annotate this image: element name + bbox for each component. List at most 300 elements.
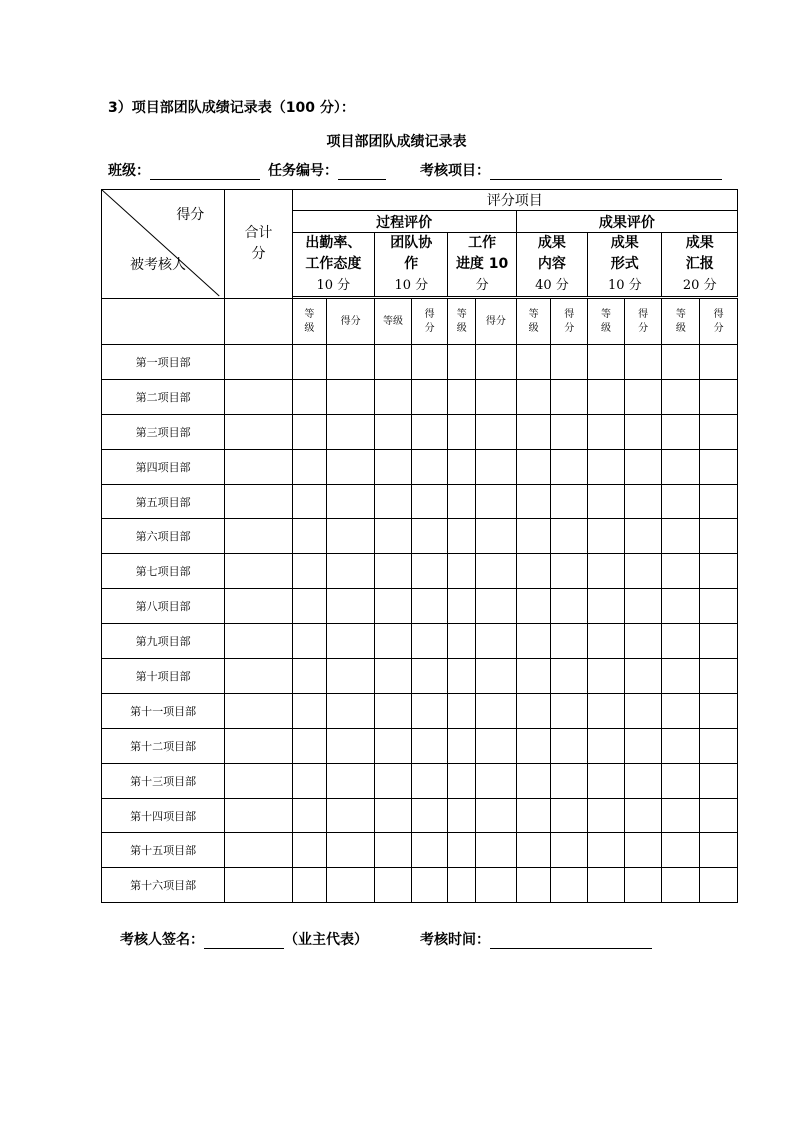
score-cell[interactable]	[624, 589, 662, 624]
score-cell[interactable]	[624, 833, 662, 868]
class-input-line[interactable]	[150, 163, 260, 180]
criterion-name-line2: 形式	[610, 256, 639, 272]
project-input-line[interactable]	[490, 163, 722, 180]
grade-cell[interactable]	[662, 379, 700, 414]
score-table	[101, 189, 738, 903]
score-cell[interactable]	[624, 868, 662, 903]
total-score-cell[interactable]	[225, 763, 292, 798]
grade-cell[interactable]	[375, 868, 412, 903]
score-cell[interactable]	[327, 589, 375, 624]
score-cell[interactable]	[411, 345, 448, 380]
total-score-cell[interactable]	[225, 728, 292, 763]
score-cell[interactable]	[411, 659, 448, 694]
grade-cell[interactable]	[588, 763, 625, 798]
score-char-1: 得	[564, 308, 575, 320]
score-cell[interactable]	[411, 379, 448, 414]
task-field	[268, 160, 386, 180]
grade-cell[interactable]	[292, 763, 327, 798]
grade-subheader	[375, 299, 412, 345]
grade-cell[interactable]	[662, 484, 700, 519]
grade-cell[interactable]	[448, 798, 476, 833]
grade-cell[interactable]	[375, 449, 412, 484]
score-cell[interactable]	[551, 589, 588, 624]
grade-cell[interactable]	[292, 379, 327, 414]
grade-cell[interactable]	[662, 554, 700, 589]
score-cell[interactable]	[411, 833, 448, 868]
grade-subheader	[292, 299, 327, 345]
grade-cell[interactable]	[375, 379, 412, 414]
grade-cell[interactable]	[588, 519, 625, 554]
grade-char-2: 级	[304, 322, 315, 334]
score-cell[interactable]	[624, 693, 662, 728]
score-cell[interactable]	[624, 659, 662, 694]
empty-header-cell	[225, 299, 292, 345]
grade-cell[interactable]	[662, 693, 700, 728]
score-char-2: 分	[564, 322, 575, 334]
table-row	[102, 624, 738, 659]
grade-cell[interactable]	[588, 449, 625, 484]
score-cell[interactable]	[551, 345, 588, 380]
grade-char-2: 级	[528, 322, 539, 334]
project-dept-label: 第七项目部	[102, 554, 225, 589]
grade-subheader	[448, 299, 476, 345]
grade-cell[interactable]	[516, 624, 551, 659]
grade-char-1: 等	[528, 308, 539, 320]
grade-cell[interactable]	[448, 554, 476, 589]
corner-score-label: 得分	[176, 207, 205, 223]
score-cell[interactable]	[700, 833, 738, 868]
grade-cell[interactable]	[448, 449, 476, 484]
grade-subheader	[588, 299, 625, 345]
score-cell[interactable]	[476, 449, 517, 484]
criterion-points: 10 分	[394, 278, 429, 293]
score-cell[interactable]	[700, 414, 738, 449]
grade-cell[interactable]	[292, 624, 327, 659]
grade-cell[interactable]	[375, 345, 412, 380]
grade-cell[interactable]	[662, 728, 700, 763]
criterion-name-line1: 团队协	[390, 235, 433, 251]
grade-char-1: 等	[304, 308, 315, 320]
grade-char-2: 级	[456, 322, 467, 334]
grade-cell[interactable]	[662, 659, 700, 694]
grade-cell[interactable]	[516, 379, 551, 414]
score-cell[interactable]	[624, 519, 662, 554]
score-cell[interactable]	[411, 449, 448, 484]
grade-cell[interactable]	[375, 589, 412, 624]
grade-cell[interactable]	[516, 554, 551, 589]
score-subheader	[624, 299, 662, 345]
total-score-cell[interactable]	[225, 414, 292, 449]
score-cell[interactable]	[411, 414, 448, 449]
score-subheader	[700, 299, 738, 345]
score-cell[interactable]	[327, 484, 375, 519]
table-row	[102, 414, 738, 449]
result-eval-header: 成果评价	[516, 211, 737, 233]
task-number-label: 任务编号：	[268, 163, 338, 179]
score-cell[interactable]	[551, 798, 588, 833]
grade-cell[interactable]	[588, 868, 625, 903]
score-cell[interactable]	[411, 624, 448, 659]
total-score-cell[interactable]	[225, 484, 292, 519]
score-cell[interactable]	[700, 589, 738, 624]
grade-cell[interactable]	[375, 519, 412, 554]
section-heading: 3）项目部团队成绩记录表（100 分）：	[108, 100, 355, 116]
score-cell[interactable]	[700, 798, 738, 833]
grade-cell[interactable]	[662, 624, 700, 659]
grade-cell[interactable]	[516, 589, 551, 624]
grade-cell[interactable]	[516, 798, 551, 833]
grade-cell[interactable]	[375, 554, 412, 589]
score-cell[interactable]	[476, 519, 517, 554]
grade-cell[interactable]	[448, 868, 476, 903]
grade-cell[interactable]	[292, 659, 327, 694]
grade-cell[interactable]	[375, 624, 412, 659]
score-cell[interactable]	[700, 624, 738, 659]
table-row	[102, 345, 738, 380]
grade-cell[interactable]	[292, 833, 327, 868]
score-subheader	[327, 299, 375, 345]
grade-cell[interactable]	[292, 693, 327, 728]
score-cell[interactable]	[551, 728, 588, 763]
score-cell[interactable]	[411, 484, 448, 519]
grade-cell[interactable]	[448, 763, 476, 798]
score-cell[interactable]	[327, 449, 375, 484]
owner-rep-label: （业主代表）	[284, 932, 368, 948]
grade-char-2: 级	[675, 322, 686, 334]
grade-cell[interactable]	[516, 868, 551, 903]
table-row	[102, 763, 738, 798]
grade-cell[interactable]	[516, 693, 551, 728]
score-cell[interactable]	[551, 484, 588, 519]
score-cell[interactable]	[476, 868, 517, 903]
grade-cell[interactable]	[588, 484, 625, 519]
class-label: 班级：	[108, 163, 150, 179]
score-cell[interactable]	[551, 763, 588, 798]
project-dept-label: 第三项目部	[102, 414, 225, 449]
criterion-points: 分	[475, 278, 489, 293]
criterion-name-line1: 工作	[468, 235, 497, 251]
project-dept-label: 第四项目部	[102, 449, 225, 484]
score-cell[interactable]	[624, 449, 662, 484]
score-cell[interactable]	[327, 519, 375, 554]
signer-field	[120, 929, 368, 949]
grade-cell[interactable]	[662, 589, 700, 624]
grade-cell[interactable]	[448, 624, 476, 659]
score-cell[interactable]	[700, 554, 738, 589]
score-cell[interactable]	[476, 484, 517, 519]
score-cell[interactable]	[700, 345, 738, 380]
task-number-input-line[interactable]	[338, 163, 386, 180]
score-cell[interactable]	[551, 414, 588, 449]
score-cell[interactable]	[411, 554, 448, 589]
score-cell[interactable]	[624, 798, 662, 833]
criterion-header	[516, 233, 587, 297]
grade-label: 等级	[382, 315, 403, 327]
grade-cell[interactable]	[292, 484, 327, 519]
grade-cell[interactable]	[662, 868, 700, 903]
total-score-cell[interactable]	[225, 693, 292, 728]
score-label: 得分	[485, 315, 506, 327]
score-subheader	[411, 299, 448, 345]
score-cell[interactable]	[476, 379, 517, 414]
score-cell[interactable]	[700, 379, 738, 414]
project-dept-label: 第五项目部	[102, 484, 225, 519]
grade-char-1: 等	[600, 308, 611, 320]
total-score-cell[interactable]	[225, 345, 292, 380]
project-dept-label: 第六项目部	[102, 519, 225, 554]
score-cell[interactable]	[700, 659, 738, 694]
score-cell[interactable]	[411, 868, 448, 903]
grade-cell[interactable]	[292, 345, 327, 380]
score-cell[interactable]	[327, 414, 375, 449]
criterion-points: 10 分	[607, 278, 642, 293]
grade-cell[interactable]	[375, 414, 412, 449]
criterion-name-line2: 汇报	[685, 256, 714, 272]
score-cell[interactable]	[411, 693, 448, 728]
score-cell[interactable]	[551, 659, 588, 694]
grade-cell[interactable]	[375, 484, 412, 519]
total-score-cell[interactable]	[225, 519, 292, 554]
score-cell[interactable]	[624, 345, 662, 380]
grade-cell[interactable]	[516, 833, 551, 868]
grade-cell[interactable]	[375, 798, 412, 833]
criterion-name-line1: 出勤率、	[305, 235, 362, 251]
table-row	[102, 868, 738, 903]
criterion-name-line1: 成果	[537, 235, 566, 251]
grade-char-2: 级	[600, 322, 611, 334]
grade-cell[interactable]	[292, 519, 327, 554]
grade-cell[interactable]	[375, 693, 412, 728]
score-cell[interactable]	[411, 763, 448, 798]
score-cell[interactable]	[700, 868, 738, 903]
grade-cell[interactable]	[516, 659, 551, 694]
score-subheader	[476, 299, 517, 345]
score-cell[interactable]	[700, 449, 738, 484]
total-header	[225, 190, 292, 299]
grade-cell[interactable]	[588, 624, 625, 659]
grade-cell[interactable]	[448, 414, 476, 449]
criterion-points: 10 分	[316, 278, 351, 293]
table-row	[102, 589, 738, 624]
score-cell[interactable]	[327, 554, 375, 589]
score-cell[interactable]	[476, 798, 517, 833]
score-cell[interactable]	[551, 693, 588, 728]
score-cell[interactable]	[476, 414, 517, 449]
grade-cell[interactable]	[588, 798, 625, 833]
score-cell[interactable]	[551, 519, 588, 554]
grade-cell[interactable]	[375, 728, 412, 763]
score-cell[interactable]	[624, 728, 662, 763]
exam-time-input-line[interactable]	[490, 932, 652, 949]
score-cell[interactable]	[476, 833, 517, 868]
grade-cell[interactable]	[292, 449, 327, 484]
score-cell[interactable]	[551, 449, 588, 484]
score-cell[interactable]	[327, 798, 375, 833]
score-cell[interactable]	[476, 728, 517, 763]
grade-cell[interactable]	[588, 728, 625, 763]
project-dept-label: 第九项目部	[102, 624, 225, 659]
score-cell[interactable]	[700, 519, 738, 554]
grade-cell[interactable]	[292, 798, 327, 833]
total-score-cell[interactable]	[225, 659, 292, 694]
score-char-2: 分	[424, 322, 435, 334]
grade-cell[interactable]	[588, 554, 625, 589]
signer-label: 考核人签名：	[120, 932, 204, 948]
project-dept-label: 第二项目部	[102, 379, 225, 414]
total-score-cell[interactable]	[225, 589, 292, 624]
grade-cell[interactable]	[662, 833, 700, 868]
score-cell[interactable]	[700, 693, 738, 728]
grade-cell[interactable]	[662, 519, 700, 554]
score-cell[interactable]	[551, 833, 588, 868]
project-dept-label: 第十三项目部	[102, 763, 225, 798]
score-cell[interactable]	[551, 624, 588, 659]
grade-cell[interactable]	[448, 345, 476, 380]
score-cell[interactable]	[327, 833, 375, 868]
project-dept-label: 第十六项目部	[102, 868, 225, 903]
total-score-cell[interactable]	[225, 449, 292, 484]
grade-cell[interactable]	[448, 728, 476, 763]
score-label: 得分	[340, 315, 361, 327]
grade-cell[interactable]	[292, 414, 327, 449]
grade-cell[interactable]	[448, 659, 476, 694]
score-cell[interactable]	[327, 693, 375, 728]
corner-cell	[102, 190, 225, 299]
criterion-name-line1: 成果	[610, 235, 639, 251]
criterion-name-line2: 进度 10	[455, 256, 509, 272]
table-row	[102, 484, 738, 519]
grade-cell[interactable]	[588, 659, 625, 694]
criterion-points: 20 分	[682, 278, 717, 293]
grade-cell[interactable]	[292, 554, 327, 589]
score-cell[interactable]	[551, 868, 588, 903]
grade-cell[interactable]	[662, 798, 700, 833]
criterion-points: 40 分	[535, 278, 569, 293]
grade-cell[interactable]	[662, 414, 700, 449]
class-field	[108, 160, 260, 180]
score-cell[interactable]	[624, 554, 662, 589]
grade-cell[interactable]	[375, 659, 412, 694]
project-dept-label: 第十五项目部	[102, 833, 225, 868]
grade-cell[interactable]	[448, 519, 476, 554]
grade-subheader	[516, 299, 551, 345]
table-row	[102, 519, 738, 554]
score-cell[interactable]	[411, 589, 448, 624]
criterion-name-line1: 成果	[685, 235, 714, 251]
grade-cell[interactable]	[292, 589, 327, 624]
criterion-header	[375, 233, 448, 297]
total-score-cell[interactable]	[225, 554, 292, 589]
score-char-1: 得	[713, 308, 724, 320]
score-cell[interactable]	[624, 484, 662, 519]
grade-cell[interactable]	[516, 414, 551, 449]
grade-cell[interactable]	[448, 833, 476, 868]
total-score-cell[interactable]	[225, 624, 292, 659]
grade-cell[interactable]	[448, 589, 476, 624]
grade-cell[interactable]	[588, 414, 625, 449]
score-cell[interactable]	[476, 589, 517, 624]
grade-cell[interactable]	[662, 763, 700, 798]
grade-cell[interactable]	[588, 379, 625, 414]
grade-char-1: 等	[675, 308, 686, 320]
total-label: 合计	[244, 225, 273, 241]
score-cell[interactable]	[411, 798, 448, 833]
score-cell[interactable]	[624, 379, 662, 414]
score-cell[interactable]	[476, 624, 517, 659]
score-cell[interactable]	[327, 659, 375, 694]
score-cell[interactable]	[327, 379, 375, 414]
score-cell[interactable]	[327, 868, 375, 903]
criterion-name-line2: 内容	[537, 256, 566, 272]
score-cell[interactable]	[476, 763, 517, 798]
total-score-cell[interactable]	[225, 868, 292, 903]
table-row	[102, 379, 738, 414]
table-title: 项目部团队成绩记录表	[326, 134, 467, 150]
score-cell[interactable]	[700, 728, 738, 763]
grade-cell[interactable]	[375, 833, 412, 868]
grade-cell[interactable]	[448, 379, 476, 414]
score-cell[interactable]	[551, 554, 588, 589]
project-field	[420, 160, 722, 180]
grade-cell[interactable]	[516, 484, 551, 519]
signer-input-line[interactable]	[204, 932, 284, 949]
grade-cell[interactable]	[588, 345, 625, 380]
grade-cell[interactable]	[516, 345, 551, 380]
grade-cell[interactable]	[662, 345, 700, 380]
table-row	[102, 728, 738, 763]
grade-cell[interactable]	[588, 693, 625, 728]
grade-cell[interactable]	[292, 728, 327, 763]
grade-cell[interactable]	[448, 484, 476, 519]
score-cell[interactable]	[476, 693, 517, 728]
score-cell[interactable]	[327, 728, 375, 763]
grade-cell[interactable]	[588, 833, 625, 868]
score-cell[interactable]	[624, 763, 662, 798]
grade-cell[interactable]	[375, 763, 412, 798]
grade-cell[interactable]	[662, 449, 700, 484]
score-cell[interactable]	[700, 763, 738, 798]
score-cell[interactable]	[624, 624, 662, 659]
score-cell[interactable]	[476, 345, 517, 380]
grade-cell[interactable]	[516, 449, 551, 484]
project-dept-label: 第十项目部	[102, 659, 225, 694]
total-score-cell[interactable]	[225, 798, 292, 833]
score-cell[interactable]	[411, 519, 448, 554]
criterion-header	[662, 233, 738, 297]
score-cell[interactable]	[700, 484, 738, 519]
score-cell[interactable]	[476, 554, 517, 589]
grade-cell[interactable]	[516, 763, 551, 798]
grade-cell[interactable]	[448, 693, 476, 728]
score-cell[interactable]	[476, 659, 517, 694]
score-cell[interactable]	[327, 345, 375, 380]
total-score-cell[interactable]	[225, 379, 292, 414]
score-char-1: 得	[424, 308, 435, 320]
score-cell[interactable]	[327, 624, 375, 659]
score-cell[interactable]	[327, 763, 375, 798]
grade-cell[interactable]	[516, 519, 551, 554]
total-score-cell[interactable]	[225, 833, 292, 868]
project-dept-label: 第十一项目部	[102, 693, 225, 728]
score-cell[interactable]	[551, 379, 588, 414]
grade-cell[interactable]	[516, 728, 551, 763]
grade-cell[interactable]	[292, 868, 327, 903]
grade-cell[interactable]	[588, 589, 625, 624]
score-cell[interactable]	[624, 414, 662, 449]
diagonal-line	[102, 190, 224, 298]
exam-time-label: 考核时间：	[420, 932, 490, 948]
score-cell[interactable]	[411, 728, 448, 763]
